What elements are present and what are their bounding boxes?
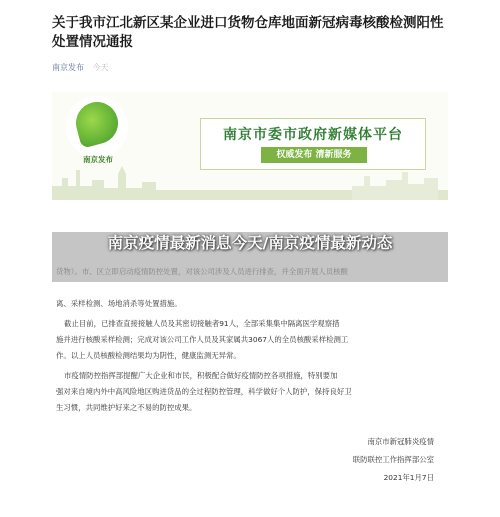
logo-text: 南京发布 [83, 155, 113, 164]
source-link[interactable]: 南京发布 [52, 63, 84, 72]
source-row [52, 62, 109, 73]
doc-line: 截止目前，已排查直接接触人员及其密切接触者91人，全部采集集中隔离医学观察措 [64, 319, 340, 328]
doc-line: 强对来自境内外中高风险地区购进货品的全过程防控管理，科学做好个人防护，保持良好卫 [56, 387, 352, 396]
article-title: 关于我市江北新区某企业进口货物仓库地面新冠病毒核酸检测阳性处置情况通报 [52, 15, 444, 50]
article-banner-image [52, 92, 448, 200]
platform-subtitle: 权威发布 清新服务 [261, 147, 367, 163]
signature-org: 联防联控工作指挥部公室 [352, 455, 434, 464]
doc-line: 施并进行核酸采样检测；完成对该公司工作人员及其家属共3067人的全员核酸采样检测工 [56, 335, 349, 344]
doc-line: 市疫情防控指挥部提醒广大企业和市民，积极配合做好疫情防控各项措施，特别要加 [64, 371, 338, 380]
headline-overlay: 南京疫情最新消息今天/南京疫情最新动态 [107, 234, 393, 252]
signature-date: 2021年1月7日 [383, 473, 434, 482]
publish-time: 今天 [92, 63, 109, 72]
doc-line: 作。以上人员核酸检测结果均为阴性，健康监测无异常。 [56, 351, 241, 360]
doc-line: 生习惯，共同维护好来之不易的防控成果。 [56, 403, 197, 412]
doc-line: 货物）。市、区立即启动疫情防控处置，对该公司涉及人员进行排查，并全面开展人员核酸 [56, 267, 348, 276]
platform-title: 南京市委市政府新媒体平台 [223, 127, 403, 143]
doc-line: 离、采样检测、场地消杀等处置措施。 [56, 299, 182, 308]
platform-box [200, 118, 426, 170]
signature-org: 南京市新冠肺炎疫情 [367, 437, 434, 446]
